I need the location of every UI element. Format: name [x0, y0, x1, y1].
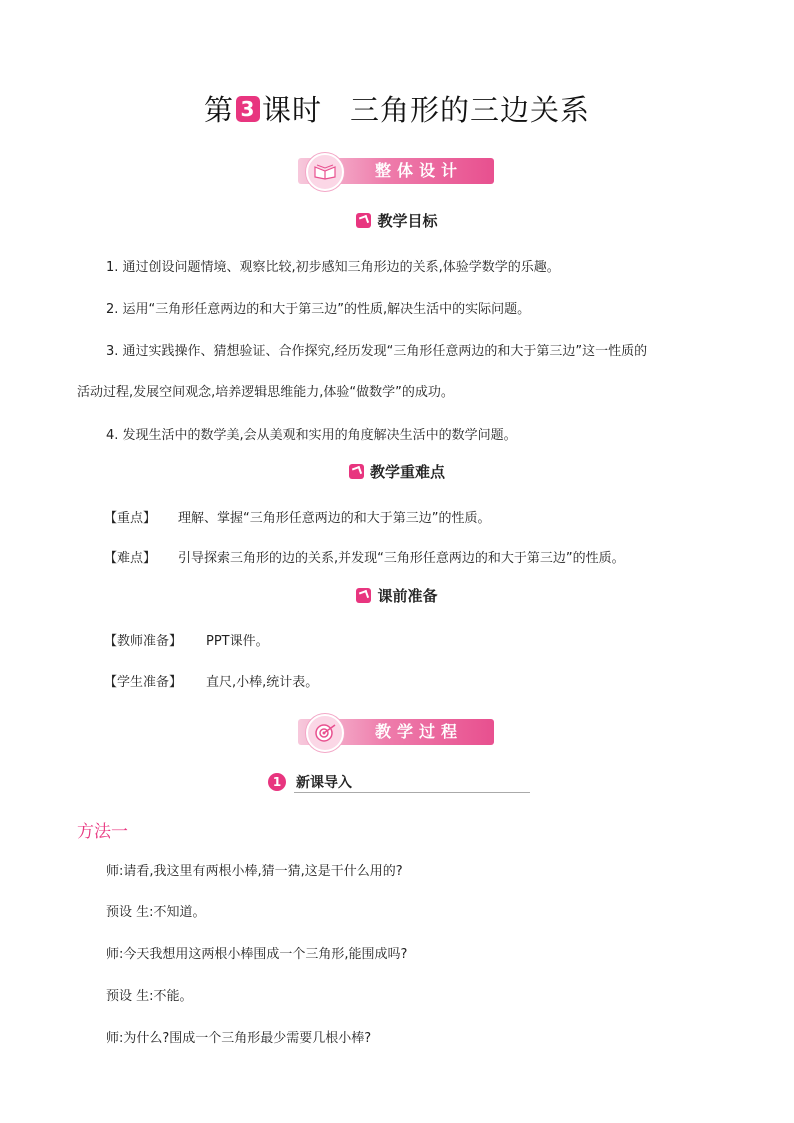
- dialogue-line-4: 预设 生:不能。: [106, 989, 193, 1004]
- section-heading-goals: 教学目标: [0, 210, 794, 231]
- key-label: 【重点】: [104, 511, 157, 526]
- step-number-badge: 1: [268, 773, 286, 791]
- lesson-number-badge: 3: [236, 96, 260, 122]
- step-divider: [294, 792, 530, 793]
- goal-2: 2. 运用“三角形任意两边的和大于第三边”的性质,解决生活中的实际问题。: [106, 302, 531, 317]
- banner-label: 教学过程: [374, 722, 463, 741]
- goal-3-cont: 活动过程,发展空间观念,培养逻辑思维能力,体验“做数学”的成功。: [77, 385, 454, 400]
- banner-teaching-process: [298, 719, 494, 745]
- difficulty-label: 【难点】: [104, 551, 157, 566]
- banner-overall-design: [298, 158, 494, 184]
- section-heading-prep: 课前准备: [0, 585, 794, 606]
- student-prep-label: 【学生准备】: [104, 675, 183, 690]
- student-prep-text: 直尺,小棒,统计表。: [206, 675, 319, 690]
- goal-3: 3. 通过实践操作、猜想验证、合作探究,经历发现“三角形任意两边的和大于第三边”这一性质的: [106, 344, 648, 359]
- book-icon: [306, 153, 344, 191]
- arrow-marker-icon: [356, 213, 371, 228]
- method-heading: 方法一: [77, 822, 128, 842]
- teacher-prep-label: 【教师准备】: [104, 634, 183, 649]
- dialogue-line-3: 师:今天我想用这两根小棒围成一个三角形,能围成吗?: [106, 947, 408, 962]
- banner-label: 整体设计: [374, 161, 463, 180]
- title-lesson: 课时: [261, 93, 322, 127]
- step-header: [268, 772, 530, 794]
- goal-4: 4. 发现生活中的数学美,会从美观和实用的角度解决生活中的数学问题。: [106, 428, 517, 443]
- teacher-prep-text: PPT课件。: [206, 634, 269, 649]
- page-title: [0, 88, 794, 129]
- goal-1: 1. 通过创设问题情境、观察比较,初步感知三角形边的关系,体验学数学的乐趣。: [106, 260, 560, 275]
- arrow-marker-icon: [356, 588, 371, 603]
- dialogue-line-2: 预设 生:不知道。: [106, 905, 206, 920]
- dialogue-line-5: 师:为什么?围成一个三角形最少需要几根小棒?: [106, 1031, 372, 1046]
- dialogue-line-1: 师:请看,我这里有两根小棒,猜一猜,这是干什么用的?: [106, 864, 403, 879]
- step-title: 新课导入: [296, 775, 352, 791]
- title-main: 三角形的三边关系: [350, 93, 591, 127]
- target-icon: [306, 714, 344, 752]
- difficulty-text: 引导探索三角形的边的关系,并发现“三角形任意两边的和大于第三边”的性质。: [178, 551, 625, 566]
- title-prefix: 第: [203, 93, 234, 127]
- key-text: 理解、掌握“三角形任意两边的和大于第三边”的性质。: [178, 511, 491, 526]
- arrow-marker-icon: [349, 464, 364, 479]
- section-heading-keypoints: 教学重难点: [0, 461, 794, 482]
